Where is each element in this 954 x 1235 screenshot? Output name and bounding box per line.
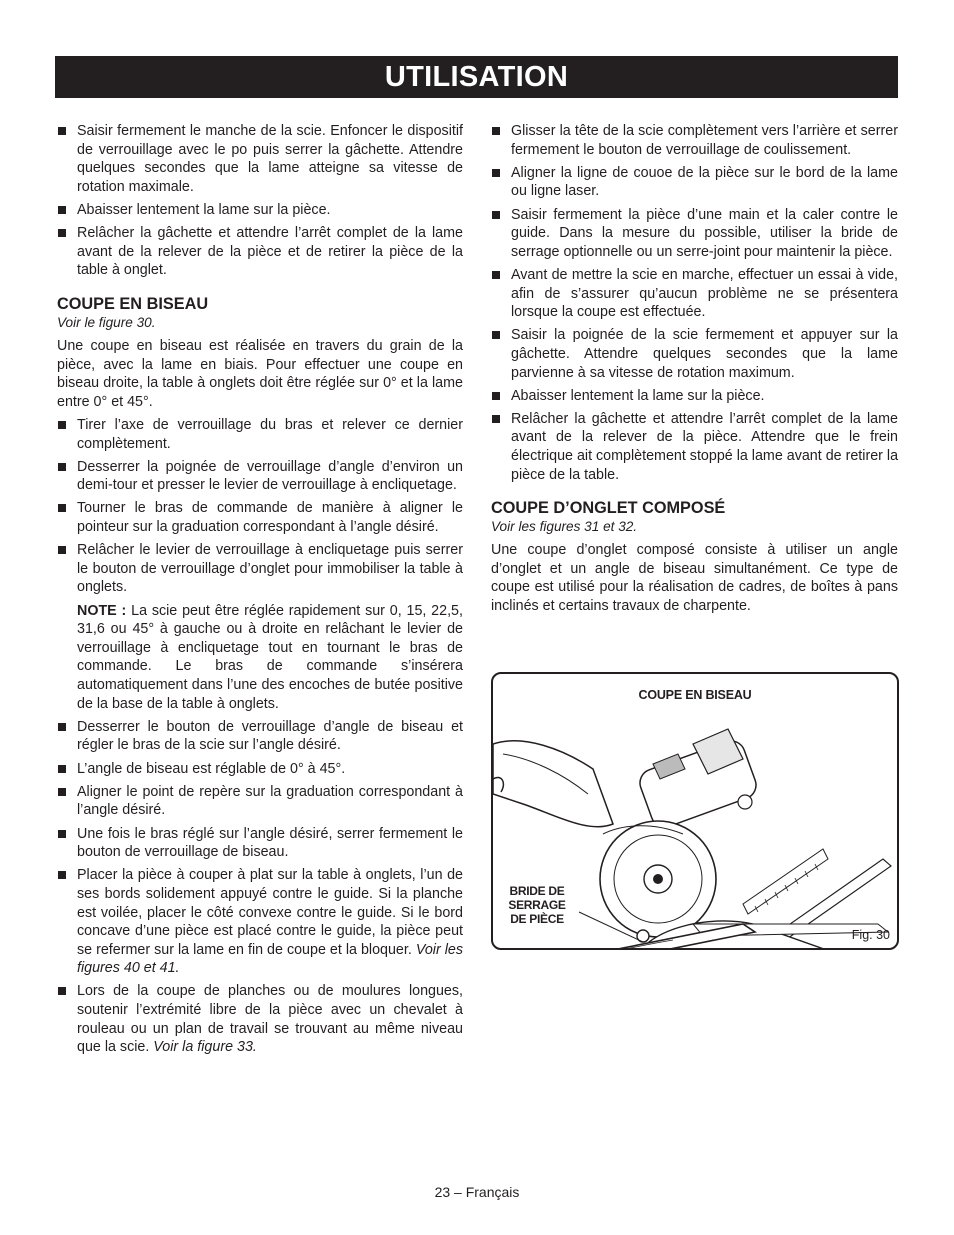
list-item: Placer la pièce à couper à plat sur la table à onglets, l’un de ses bords solidement appuyé contre le guide. Si la planche est voilée, placer le côté convexe contre le guide. Si le bord concave d’une pièce est placé contre le guide, la pièce peut se refermer sur la lame en fin de coupe et la bloquer. Voir les figures 40 et 41. xyxy=(57,866,463,978)
list-item: Aligner le point de repère sur la graduation correspondant à l’angle désiré. xyxy=(57,783,463,820)
bullet-square-icon xyxy=(58,830,66,838)
list-item: Une fois le bras réglé sur l’angle désiré, serrer fermement le bouton de verrouillage de biseau. xyxy=(57,825,463,862)
bullet-square-icon xyxy=(492,127,500,135)
list-item: Desserrer la poignée de verrouillage d’angle d’environ un demi-tour et presser le levier de verrouillage à encliquetage. xyxy=(57,458,463,495)
list-item: Saisir fermement la pièce d’une main et la caler contre le guide. Dans la mesure du possible, utiliser la bride de serrage optionnelle ou un serre-joint pour maintenir la pièce. xyxy=(491,206,898,262)
left-column xyxy=(57,122,463,1061)
bullet-square-icon xyxy=(58,229,66,237)
bullet-square-icon xyxy=(58,206,66,214)
figure-reference: Voir les figures 40 et 41. xyxy=(77,941,463,977)
bullet-square-icon xyxy=(492,169,500,177)
section-heading-bevel-cut: COUPE EN BISEAU xyxy=(57,294,209,313)
figure-number: Fig. 30 xyxy=(851,928,890,942)
bullet-square-icon xyxy=(492,392,500,400)
bullet-square-icon xyxy=(58,871,66,879)
bevel-steps-list-continued xyxy=(57,718,463,1057)
right-column xyxy=(491,122,898,620)
bullet-square-icon xyxy=(58,127,66,135)
cut-steps-list xyxy=(491,122,898,484)
page-footer: 23 – Français xyxy=(434,1184,520,1200)
section-paragraph: Une coupe en biseau est réalisée en travers du grain de la pièce, avec la lame en biais. Pour effectuer une coupe en biseau droite, la table à onglets doit être réglée sur 0° et la lame entre 0° et 45°. xyxy=(57,337,463,410)
section-paragraph: Une coupe d’onglet composé consiste à utiliser un angle d’onglet et un angle de biseau simultanément. Ce type de coupe est utilisé pour la réalisation de cadres, de boîtes à pans inclinés et certains travaux de charpente. xyxy=(491,542,898,615)
bullet-square-icon xyxy=(58,504,66,512)
list-item: Glisser la tête de la scie complètement vers l’arrière et serrer fermement le bouton de verrouillage de coulissement. xyxy=(491,122,898,159)
figure-reference: Voir le figure 30. xyxy=(57,314,156,330)
list-item: Relâcher la gâchette et attendre l’arrêt complet de la lame avant de la relever de la pièce et de retirer la pièce de la table à onglet. xyxy=(57,224,463,280)
note-text: La scie peut être réglée rapidement sur 0, 15, 22,5, 31,6 ou 45° à gauche ou à droite en relâchant le levier de verrouillage à encliquetage tout en tournant le bras de commande. Le bras de commande s’insérera automatiquement dans l’une des encoches de butée positive de la base de la table à onglets. xyxy=(77,602,463,712)
intro-bullet-list xyxy=(57,122,463,280)
bullet-square-icon xyxy=(58,987,66,995)
figure-reference: Voir la figure 33. xyxy=(153,1039,257,1056)
list-item: Tourner le bras de commande de manière à aligner le pointeur sur la graduation correspondant à l’angle désiré. xyxy=(57,499,463,536)
figure-callout-workpiece-clamp: BRIDE DE SERRAGE DE PIÈCE xyxy=(508,884,566,926)
list-item: Avant de mettre la scie en marche, effectuer un essai à vide, afin de s’assurer qu’aucun problème ne se présentera lorsque la coupe est effectuée. xyxy=(491,266,898,322)
figure-title: COUPE EN BISEAU xyxy=(638,688,752,702)
list-item: Relâcher la gâchette et attendre l’arrêt complet de la lame avant de la relever de la pièce. Attendre que le frein électrique ait complètement stoppé la lame avant de retirer la pièce de la table. xyxy=(491,410,898,484)
bullet-square-icon xyxy=(58,723,66,731)
list-item: Saisir la poignée de la scie fermement et appuyer sur la gâchette. Attendre quelques secondes que la lame parvienne à sa vitesse de rotation maximum. xyxy=(491,326,898,382)
list-item: Aligner la ligne de couoe de la pièce sur le bord de la lame ou ligne laser. xyxy=(491,164,898,201)
bullet-square-icon xyxy=(58,546,66,554)
list-item: Lors de la coupe de planches ou de moulures longues, soutenir l’extrémité libre de la pièce avec un chevalet à rouleau ou un plan de travail se trouvant au même niveau que la scie. Voir la figure 33. xyxy=(57,982,463,1056)
note-block xyxy=(57,602,463,714)
bevel-steps-list xyxy=(57,416,463,597)
list-item: Relâcher le levier de verrouillage à encliquetage puis serrer le bouton de verrouillage d’onglet pour immobiliser la table à onglets. xyxy=(57,541,463,597)
figure-30-panel xyxy=(491,672,899,950)
bullet-square-icon xyxy=(492,415,500,423)
bullet-square-icon xyxy=(492,271,500,279)
list-item: Tirer l’axe de verrouillage du bras et relever ce dernier complètement. xyxy=(57,416,463,453)
list-item: Abaisser lentement la lame sur la pièce. xyxy=(491,387,898,406)
note-label: NOTE : xyxy=(77,602,127,619)
section-heading-compound-miter: COUPE D’ONGLET COMPOSÉ xyxy=(491,499,726,518)
bullet-square-icon xyxy=(58,421,66,429)
list-item: Abaisser lentement la lame sur la pièce. xyxy=(57,201,463,220)
bullet-square-icon xyxy=(58,788,66,796)
list-item: Desserrer le bouton de verrouillage d’angle de biseau et régler le bras de la scie sur l’angle désiré. xyxy=(57,718,463,755)
figure-reference: Voir les figures 31 et 32. xyxy=(491,519,638,535)
bullet-square-icon xyxy=(492,331,500,339)
list-item: L’angle de biseau est réglable de 0° à 45°. xyxy=(57,760,463,779)
list-item: Saisir fermement le manche de la scie. Enfoncer le dispositif de verrouillage avec le po puis serrer la gâchette. Attendre quelques secondes que la lame atteigne sa vitesse de rotation maximale. xyxy=(57,122,463,196)
bullet-square-icon xyxy=(58,765,66,773)
bullet-square-icon xyxy=(492,211,500,219)
section-header: UTILISATION xyxy=(55,56,898,98)
bullet-square-icon xyxy=(58,463,66,471)
